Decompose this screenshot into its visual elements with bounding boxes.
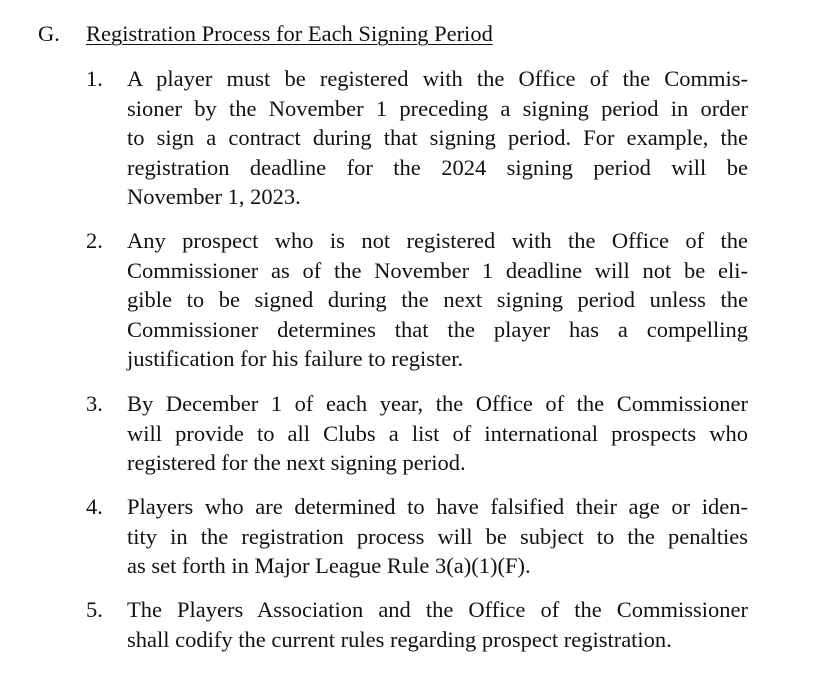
item-line: November 1, 2023. [127, 184, 301, 210]
section-letter: G. [38, 21, 60, 46]
item-number: 5. [86, 597, 103, 622]
item-line: registration deadline for the 2024 signing period will be [127, 154, 748, 180]
item-line: By December 1 of each year, the Office of the Commissioner [127, 391, 748, 416]
item-line: tity in the registration process will be subject to the penalties [127, 523, 748, 549]
item-line: gible to be signed during the next signing period unless the [127, 287, 748, 313]
item-text [127, 492, 748, 581]
item-text [127, 595, 748, 654]
item-line: Any prospect who is not registered with the Office of the [127, 228, 748, 253]
item-line: shall codify the current rules regarding prospect registration. [127, 626, 672, 652]
list-item-1 [86, 64, 748, 212]
item-line: The Players Association and the Office of the Commissioner [127, 597, 748, 622]
item-line: Commissioner determines that the player has a compelling [127, 316, 748, 342]
item-line: sioner by the November 1 preceding a signing period in order [127, 95, 748, 121]
item-text [127, 226, 748, 374]
item-number: 2. [86, 228, 103, 253]
item-number: 3. [86, 391, 103, 416]
list-item-3 [86, 389, 748, 478]
item-text [127, 389, 748, 478]
item-line: registered for the next signing period. [127, 450, 466, 476]
item-line: justification for his failure to register. [127, 346, 464, 372]
item-number: 1. [86, 66, 103, 91]
item-line: Players who are determined to have falsified their age or iden- [127, 494, 748, 519]
item-line: as set forth in Major League Rule 3(a)(1)(F). [127, 553, 531, 579]
item-line: will provide to all Clubs a list of international prospects who [127, 420, 748, 446]
list-item-2 [86, 226, 748, 374]
section-title: Registration Process for Each Signing Period [86, 21, 493, 46]
list-item-4 [86, 492, 748, 581]
item-number: 4. [86, 494, 103, 519]
item-line: Commissioner as of the November 1 deadline will not be eli- [127, 257, 748, 283]
item-line: A player must be registered with the Office of the Commis- [127, 66, 748, 91]
list-item-5 [86, 595, 748, 654]
item-line: to sign a contract during that signing period. For example, the [127, 125, 748, 151]
item-text [127, 64, 748, 212]
section-heading [38, 19, 493, 49]
